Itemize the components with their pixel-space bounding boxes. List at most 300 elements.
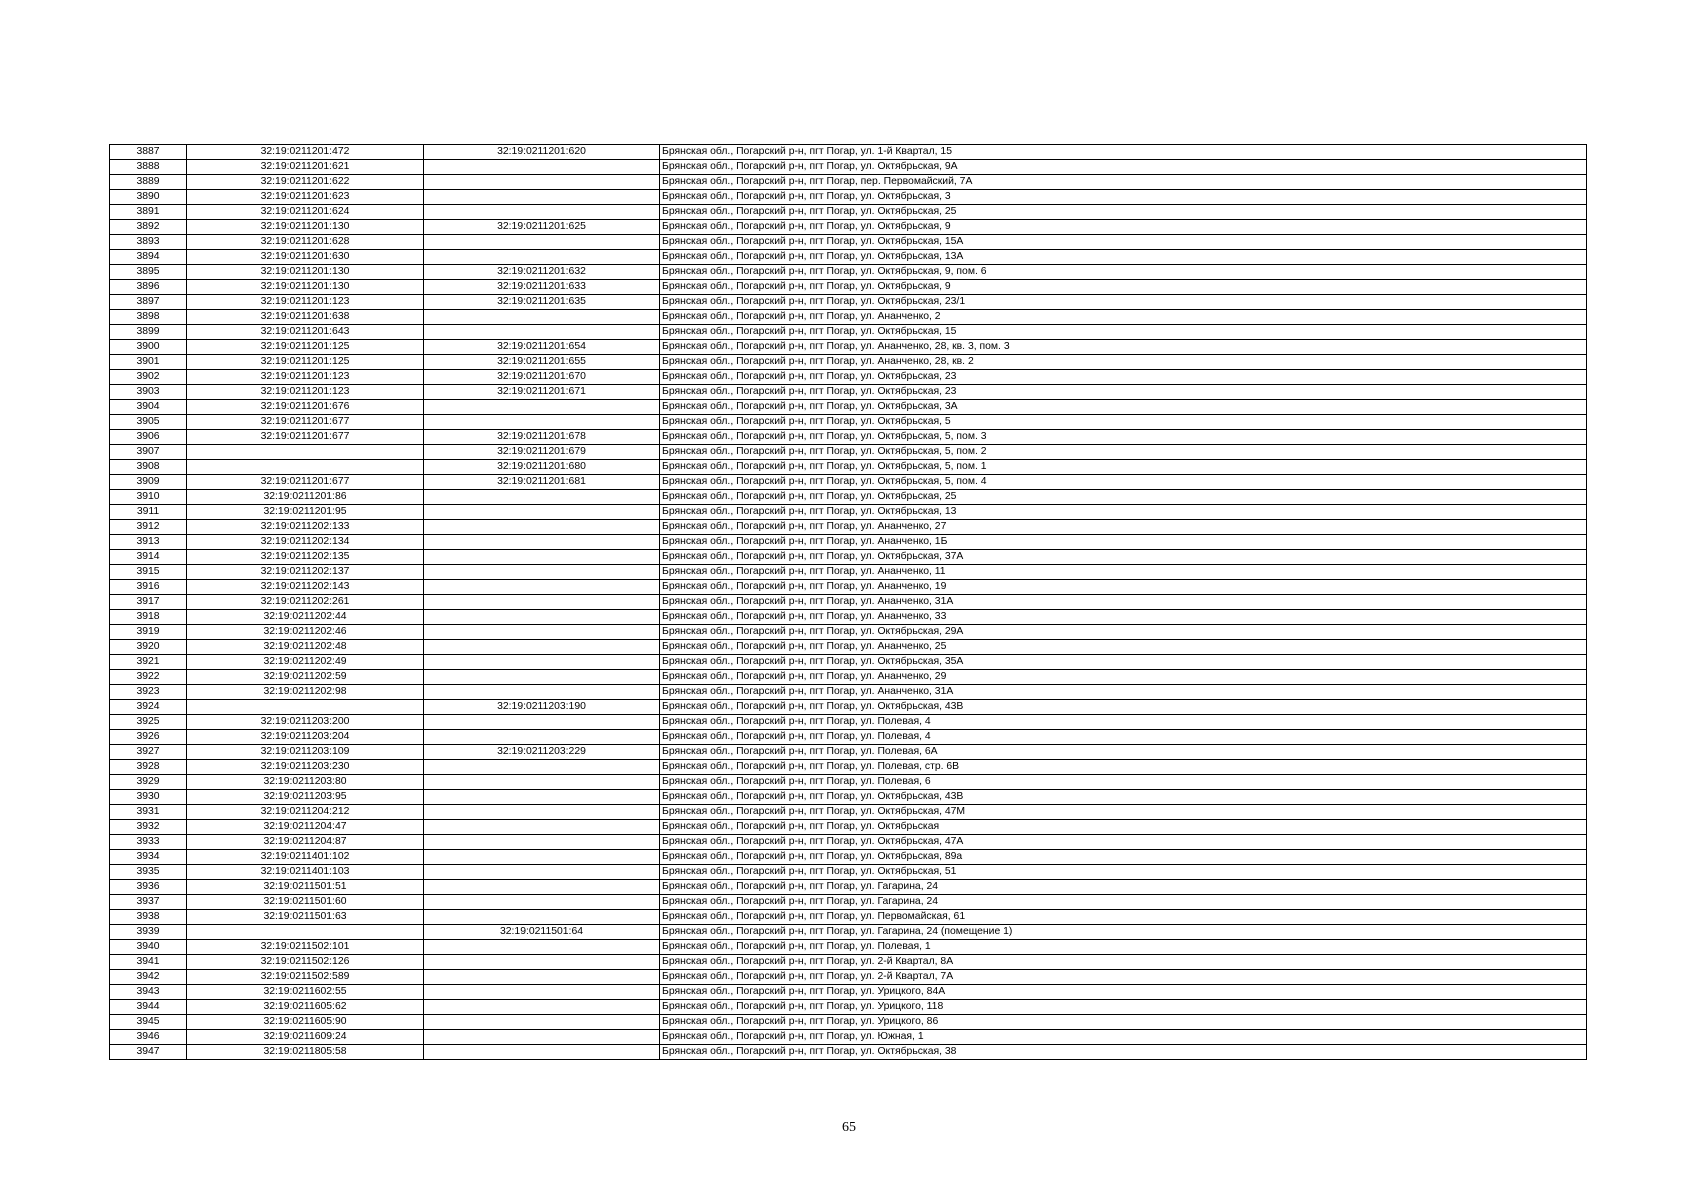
row-number-cell: 3891 (110, 205, 187, 220)
address-cell: Брянская обл., Погарский р-н, пгт Погар, ул. Октябрьская, 15А (660, 235, 1587, 250)
row-number-cell: 3888 (110, 160, 187, 175)
row-number-cell: 3923 (110, 685, 187, 700)
table-row (110, 340, 1587, 355)
row-number-cell: 3908 (110, 460, 187, 475)
row-number-cell: 3942 (110, 970, 187, 985)
address-cell: Брянская обл., Погарский р-н, пгт Погар, ул. Ананченко, 11 (660, 565, 1587, 580)
address-cell: Брянская обл., Погарский р-н, пгт Погар, ул. Ананченко, 33 (660, 610, 1587, 625)
row-number-cell: 3898 (110, 310, 187, 325)
table-row (110, 865, 1587, 880)
address-cell: Брянская обл., Погарский р-н, пгт Погар, ул. Октябрьская, 9 (660, 220, 1587, 235)
table-row (110, 190, 1587, 205)
related-cadastral-number-cell (424, 400, 660, 415)
address-cell: Брянская обл., Погарский р-н, пгт Погар, ул. Октябрьская, 13 (660, 505, 1587, 520)
table-row (110, 550, 1587, 565)
table-row (110, 835, 1587, 850)
table-row (110, 1030, 1587, 1045)
row-number-cell: 3889 (110, 175, 187, 190)
row-number-cell: 3893 (110, 235, 187, 250)
related-cadastral-number-cell (424, 205, 660, 220)
cadastral-number-cell: 32:19:0211201:125 (187, 355, 424, 370)
cadastral-number-cell (187, 700, 424, 715)
table-row (110, 670, 1587, 685)
table-row (110, 805, 1587, 820)
table-row (110, 1015, 1587, 1030)
address-cell: Брянская обл., Погарский р-н, пгт Погар, ул. Октябрьская, 47А (660, 835, 1587, 850)
cadastral-number-cell: 32:19:0211201:623 (187, 190, 424, 205)
table-row (110, 370, 1587, 385)
cadastral-number-cell: 32:19:0211202:134 (187, 535, 424, 550)
address-cell: Брянская обл., Погарский р-н, пгт Погар, ул. Полевая, 1 (660, 940, 1587, 955)
row-number-cell: 3916 (110, 580, 187, 595)
cadastral-number-cell: 32:19:0211501:51 (187, 880, 424, 895)
cadastral-number-cell: 32:19:0211201:130 (187, 280, 424, 295)
related-cadastral-number-cell: 32:19:0211201:680 (424, 460, 660, 475)
related-cadastral-number-cell (424, 250, 660, 265)
cadastral-number-cell: 32:19:0211202:44 (187, 610, 424, 625)
related-cadastral-number-cell (424, 655, 660, 670)
related-cadastral-number-cell: 32:19:0211201:678 (424, 430, 660, 445)
related-cadastral-number-cell (424, 835, 660, 850)
cadastral-number-cell: 32:19:0211201:95 (187, 505, 424, 520)
table-row (110, 940, 1587, 955)
address-cell: Брянская обл., Погарский р-н, пгт Погар, ул. Первомайская, 61 (660, 910, 1587, 925)
address-cell: Брянская обл., Погарский р-н, пгт Погар, ул. Октябрьская, 29А (660, 625, 1587, 640)
row-number-cell: 3920 (110, 640, 187, 655)
cadastral-number-cell: 32:19:0211201:130 (187, 220, 424, 235)
related-cadastral-number-cell (424, 190, 660, 205)
address-cell: Брянская обл., Погарский р-н, пгт Погар, ул. Октябрьская, 89а (660, 850, 1587, 865)
row-number-cell: 3900 (110, 340, 187, 355)
cadastral-number-cell: 32:19:0211203:204 (187, 730, 424, 745)
row-number-cell: 3945 (110, 1015, 187, 1030)
row-number-cell: 3924 (110, 700, 187, 715)
address-cell: Брянская обл., Погарский р-н, пгт Погар, ул. Октябрьская, 3А (660, 400, 1587, 415)
row-number-cell: 3928 (110, 760, 187, 775)
table-row (110, 895, 1587, 910)
table-row (110, 490, 1587, 505)
address-cell: Брянская обл., Погарский р-н, пгт Погар, ул. Октябрьская, 25 (660, 205, 1587, 220)
row-number-cell: 3941 (110, 955, 187, 970)
cadastral-number-cell: 32:19:0211203:109 (187, 745, 424, 760)
cadastral-number-cell (187, 445, 424, 460)
table-row (110, 700, 1587, 715)
row-number-cell: 3934 (110, 850, 187, 865)
address-cell: Брянская обл., Погарский р-н, пгт Погар, ул. Гагарина, 24 (660, 880, 1587, 895)
row-number-cell: 3932 (110, 820, 187, 835)
row-number-cell: 3940 (110, 940, 187, 955)
table-row (110, 745, 1587, 760)
cadastral-number-cell: 32:19:0211201:123 (187, 385, 424, 400)
table-row (110, 685, 1587, 700)
related-cadastral-number-cell (424, 985, 660, 1000)
cadastral-number-cell (187, 925, 424, 940)
address-cell: Брянская обл., Погарский р-н, пгт Погар, ул. Октябрьская (660, 820, 1587, 835)
cadastral-number-cell: 32:19:0211201:676 (187, 400, 424, 415)
row-number-cell: 3918 (110, 610, 187, 625)
row-number-cell: 3911 (110, 505, 187, 520)
table-row (110, 430, 1587, 445)
address-cell: Брянская обл., Погарский р-н, пгт Погар, ул. Октябрьская, 5, пом. 4 (660, 475, 1587, 490)
cadastral-number-cell: 32:19:0211201:677 (187, 430, 424, 445)
related-cadastral-number-cell (424, 625, 660, 640)
related-cadastral-number-cell (424, 910, 660, 925)
address-cell: Брянская обл., Погарский р-н, пгт Погар, ул. Октябрьская, 25 (660, 490, 1587, 505)
related-cadastral-number-cell (424, 685, 660, 700)
related-cadastral-number-cell: 32:19:0211201:681 (424, 475, 660, 490)
cadastral-number-cell: 32:19:0211201:624 (187, 205, 424, 220)
row-number-cell: 3935 (110, 865, 187, 880)
table-row (110, 820, 1587, 835)
address-cell: Брянская обл., Погарский р-н, пгт Погар, ул. Октябрьская, 9, пом. 6 (660, 265, 1587, 280)
table-row (110, 775, 1587, 790)
table-row (110, 265, 1587, 280)
row-number-cell: 3896 (110, 280, 187, 295)
row-number-cell: 3915 (110, 565, 187, 580)
related-cadastral-number-cell: 32:19:0211201:635 (424, 295, 660, 310)
table-row (110, 475, 1587, 490)
row-number-cell: 3901 (110, 355, 187, 370)
address-cell: Брянская обл., Погарский р-н, пгт Погар, ул. Урицкого, 86 (660, 1015, 1587, 1030)
address-cell: Брянская обл., Погарский р-н, пгт Погар, ул. Октябрьская, 13А (660, 250, 1587, 265)
cadastral-number-cell: 32:19:0211501:63 (187, 910, 424, 925)
registry-table (109, 144, 1587, 1060)
cadastral-number-cell: 32:19:0211204:87 (187, 835, 424, 850)
related-cadastral-number-cell (424, 610, 660, 625)
table-row (110, 460, 1587, 475)
address-cell: Брянская обл., Погарский р-н, пгт Погар, ул. Полевая, 6А (660, 745, 1587, 760)
cadastral-number-cell: 32:19:0211202:143 (187, 580, 424, 595)
address-cell: Брянская обл., Погарский р-н, пгт Погар, ул. Октябрьская, 37А (660, 550, 1587, 565)
table-row (110, 640, 1587, 655)
cadastral-number-cell: 32:19:0211201:472 (187, 145, 424, 160)
cadastral-number-cell: 32:19:0211202:48 (187, 640, 424, 655)
row-number-cell: 3914 (110, 550, 187, 565)
cadastral-number-cell: 32:19:0211202:59 (187, 670, 424, 685)
cadastral-number-cell: 32:19:0211203:230 (187, 760, 424, 775)
address-cell: Брянская обл., Погарский р-н, пгт Погар, ул. Южная, 1 (660, 1030, 1587, 1045)
related-cadastral-number-cell (424, 775, 660, 790)
row-number-cell: 3892 (110, 220, 187, 235)
related-cadastral-number-cell (424, 895, 660, 910)
page-number: 65 (842, 1120, 856, 1135)
table-row (110, 925, 1587, 940)
row-number-cell: 3936 (110, 880, 187, 895)
cadastral-number-cell: 32:19:0211201:125 (187, 340, 424, 355)
table-row (110, 610, 1587, 625)
row-number-cell: 3887 (110, 145, 187, 160)
related-cadastral-number-cell (424, 970, 660, 985)
cadastral-number-cell: 32:19:0211401:103 (187, 865, 424, 880)
related-cadastral-number-cell (424, 505, 660, 520)
cadastral-number-cell: 32:19:0211602:55 (187, 985, 424, 1000)
cadastral-number-cell: 32:19:0211609:24 (187, 1030, 424, 1045)
row-number-cell: 3904 (110, 400, 187, 415)
related-cadastral-number-cell (424, 235, 660, 250)
cadastral-number-cell: 32:19:0211201:123 (187, 295, 424, 310)
cadastral-number-cell: 32:19:0211202:133 (187, 520, 424, 535)
related-cadastral-number-cell (424, 520, 660, 535)
address-cell: Брянская обл., Погарский р-н, пгт Погар, ул. Ананченко, 31А (660, 595, 1587, 610)
table-row (110, 355, 1587, 370)
row-number-cell: 3943 (110, 985, 187, 1000)
related-cadastral-number-cell (424, 760, 660, 775)
cadastral-number-cell: 32:19:0211502:126 (187, 955, 424, 970)
table-row (110, 160, 1587, 175)
cadastral-number-cell: 32:19:0211201:630 (187, 250, 424, 265)
address-cell: Брянская обл., Погарский р-н, пгт Погар, ул. Ананченко, 29 (660, 670, 1587, 685)
row-number-cell: 3919 (110, 625, 187, 640)
address-cell: Брянская обл., Погарский р-н, пгт Погар, ул. 1-й Квартал, 15 (660, 145, 1587, 160)
cadastral-number-cell: 32:19:0211201:677 (187, 415, 424, 430)
related-cadastral-number-cell (424, 535, 660, 550)
address-cell: Брянская обл., Погарский р-н, пгт Погар, ул. Полевая, 4 (660, 730, 1587, 745)
related-cadastral-number-cell: 32:19:0211501:64 (424, 925, 660, 940)
related-cadastral-number-cell (424, 415, 660, 430)
cadastral-number-cell: 32:19:0211203:95 (187, 790, 424, 805)
related-cadastral-number-cell: 32:19:0211201:671 (424, 385, 660, 400)
address-cell: Брянская обл., Погарский р-н, пгт Погар, ул. Полевая, 4 (660, 715, 1587, 730)
table-row (110, 520, 1587, 535)
cadastral-number-cell: 32:19:0211605:62 (187, 1000, 424, 1015)
row-number-cell: 3913 (110, 535, 187, 550)
table-row (110, 250, 1587, 265)
row-number-cell: 3926 (110, 730, 187, 745)
related-cadastral-number-cell (424, 805, 660, 820)
table-row (110, 325, 1587, 340)
row-number-cell: 3939 (110, 925, 187, 940)
cadastral-number-cell: 32:19:0211202:98 (187, 685, 424, 700)
address-cell: Брянская обл., Погарский р-н, пгт Погар, ул. Урицкого, 84А (660, 985, 1587, 1000)
address-cell: Брянская обл., Погарский р-н, пгт Погар, ул. Октябрьская, 5, пом. 1 (660, 460, 1587, 475)
table-row (110, 565, 1587, 580)
table-row (110, 760, 1587, 775)
row-number-cell: 3944 (110, 1000, 187, 1015)
cadastral-number-cell: 32:19:0211202:135 (187, 550, 424, 565)
table-row (110, 850, 1587, 865)
table-row (110, 385, 1587, 400)
cadastral-number-cell: 32:19:0211202:49 (187, 655, 424, 670)
related-cadastral-number-cell: 32:19:0211201:620 (424, 145, 660, 160)
cadastral-number-cell: 32:19:0211502:101 (187, 940, 424, 955)
address-cell: Брянская обл., Погарский р-н, пгт Погар, ул. Октябрьская, 9 (660, 280, 1587, 295)
cadastral-number-cell: 32:19:0211203:200 (187, 715, 424, 730)
cadastral-number-cell: 32:19:0211204:47 (187, 820, 424, 835)
cadastral-number-cell: 32:19:0211805:58 (187, 1045, 424, 1060)
related-cadastral-number-cell (424, 850, 660, 865)
related-cadastral-number-cell (424, 730, 660, 745)
registry-table-body (110, 145, 1587, 1060)
table-row (110, 310, 1587, 325)
related-cadastral-number-cell (424, 175, 660, 190)
address-cell: Брянская обл., Погарский р-н, пгт Погар, ул. Октябрьская, 38 (660, 1045, 1587, 1060)
related-cadastral-number-cell (424, 550, 660, 565)
table-row (110, 415, 1587, 430)
address-cell: Брянская обл., Погарский р-н, пгт Погар, ул. Гагарина, 24 (помещение 1) (660, 925, 1587, 940)
related-cadastral-number-cell (424, 955, 660, 970)
row-number-cell: 3910 (110, 490, 187, 505)
related-cadastral-number-cell: 32:19:0211201:655 (424, 355, 660, 370)
address-cell: Брянская обл., Погарский р-н, пгт Погар, ул. Полевая, 6 (660, 775, 1587, 790)
table-row (110, 145, 1587, 160)
address-cell: Брянская обл., Погарский р-н, пгт Погар, ул. Ананченко, 2 (660, 310, 1587, 325)
row-number-cell: 3937 (110, 895, 187, 910)
row-number-cell: 3933 (110, 835, 187, 850)
address-cell: Брянская обл., Погарский р-н, пгт Погар, ул. Октябрьская, 9А (660, 160, 1587, 175)
address-cell: Брянская обл., Погарский р-н, пгт Погар, ул. Октябрьская, 15 (660, 325, 1587, 340)
address-cell: Брянская обл., Погарский р-н, пгт Погар, ул. 2-й Квартал, 8А (660, 955, 1587, 970)
related-cadastral-number-cell (424, 595, 660, 610)
related-cadastral-number-cell: 32:19:0211201:632 (424, 265, 660, 280)
related-cadastral-number-cell (424, 580, 660, 595)
related-cadastral-number-cell (424, 310, 660, 325)
address-cell: Брянская обл., Погарский р-н, пгт Погар, ул. Октябрьская, 5, пом. 2 (660, 445, 1587, 460)
row-number-cell: 3921 (110, 655, 187, 670)
table-row (110, 790, 1587, 805)
cadastral-number-cell: 32:19:0211202:261 (187, 595, 424, 610)
address-cell: Брянская обл., Погарский р-н, пгт Погар, ул. Октябрьская, 47М (660, 805, 1587, 820)
row-number-cell: 3947 (110, 1045, 187, 1060)
address-cell: Брянская обл., Погарский р-н, пгт Погар, ул. Октябрьская, 43В (660, 700, 1587, 715)
row-number-cell: 3909 (110, 475, 187, 490)
table-row (110, 400, 1587, 415)
related-cadastral-number-cell: 32:19:0211201:670 (424, 370, 660, 385)
address-cell: Брянская обл., Погарский р-н, пгт Погар, ул. Октябрьская, 23/1 (660, 295, 1587, 310)
table-row (110, 715, 1587, 730)
related-cadastral-number-cell (424, 490, 660, 505)
related-cadastral-number-cell: 32:19:0211201:633 (424, 280, 660, 295)
related-cadastral-number-cell (424, 865, 660, 880)
row-number-cell: 3922 (110, 670, 187, 685)
cadastral-number-cell: 32:19:0211401:102 (187, 850, 424, 865)
address-cell: Брянская обл., Погарский р-н, пгт Погар, ул. Урицкого, 118 (660, 1000, 1587, 1015)
cadastral-number-cell: 32:19:0211201:130 (187, 265, 424, 280)
table-row (110, 625, 1587, 640)
cadastral-number-cell: 32:19:0211204:212 (187, 805, 424, 820)
address-cell: Брянская обл., Погарский р-н, пгт Погар, ул. Гагарина, 24 (660, 895, 1587, 910)
row-number-cell: 3897 (110, 295, 187, 310)
address-cell: Брянская обл., Погарский р-н, пгт Погар, ул. Ананченко, 19 (660, 580, 1587, 595)
related-cadastral-number-cell: 32:19:0211201:679 (424, 445, 660, 460)
address-cell: Брянская обл., Погарский р-н, пгт Погар, ул. Октябрьская, 5 (660, 415, 1587, 430)
cadastral-number-cell: 32:19:0211201:643 (187, 325, 424, 340)
related-cadastral-number-cell (424, 640, 660, 655)
cadastral-number-cell: 32:19:0211502:589 (187, 970, 424, 985)
row-number-cell: 3917 (110, 595, 187, 610)
address-cell: Брянская обл., Погарский р-н, пгт Погар, ул. Октябрьская, 35А (660, 655, 1587, 670)
table-row (110, 880, 1587, 895)
table-row (110, 295, 1587, 310)
address-cell: Брянская обл., Погарский р-н, пгт Погар, пер. Первомайский, 7А (660, 175, 1587, 190)
related-cadastral-number-cell (424, 820, 660, 835)
related-cadastral-number-cell (424, 1045, 660, 1060)
cadastral-number-cell: 32:19:0211201:628 (187, 235, 424, 250)
address-cell: Брянская обл., Погарский р-н, пгт Погар, ул. Октябрьская, 5, пом. 3 (660, 430, 1587, 445)
address-cell: Брянская обл., Погарский р-н, пгт Погар, ул. Октябрьская, 43В (660, 790, 1587, 805)
related-cadastral-number-cell (424, 160, 660, 175)
related-cadastral-number-cell (424, 325, 660, 340)
row-number-cell: 3938 (110, 910, 187, 925)
address-cell: Брянская обл., Погарский р-н, пгт Погар, ул. Ананченко, 31А (660, 685, 1587, 700)
related-cadastral-number-cell: 32:19:0211201:625 (424, 220, 660, 235)
cadastral-number-cell: 32:19:0211202:46 (187, 625, 424, 640)
table-row (110, 730, 1587, 745)
row-number-cell: 3903 (110, 385, 187, 400)
table-row (110, 535, 1587, 550)
table-row (110, 445, 1587, 460)
cadastral-number-cell: 32:19:0211201:677 (187, 475, 424, 490)
related-cadastral-number-cell (424, 1015, 660, 1030)
cadastral-number-cell: 32:19:0211201:123 (187, 370, 424, 385)
cadastral-number-cell: 32:19:0211201:638 (187, 310, 424, 325)
row-number-cell: 3905 (110, 415, 187, 430)
table-row (110, 985, 1587, 1000)
row-number-cell: 3929 (110, 775, 187, 790)
row-number-cell: 3946 (110, 1030, 187, 1045)
table-row (110, 595, 1587, 610)
table-row (110, 175, 1587, 190)
address-cell: Брянская обл., Погарский р-н, пгт Погар, ул. Ананченко, 28, кв. 2 (660, 355, 1587, 370)
table-row (110, 580, 1587, 595)
cadastral-number-cell: 32:19:0211201:621 (187, 160, 424, 175)
cadastral-number-cell: 32:19:0211201:86 (187, 490, 424, 505)
row-number-cell: 3899 (110, 325, 187, 340)
row-number-cell: 3925 (110, 715, 187, 730)
table-row (110, 655, 1587, 670)
address-cell: Брянская обл., Погарский р-н, пгт Погар, ул. Ананченко, 27 (660, 520, 1587, 535)
related-cadastral-number-cell (424, 940, 660, 955)
address-cell: Брянская обл., Погарский р-н, пгт Погар, ул. Октябрьская, 51 (660, 865, 1587, 880)
cadastral-number-cell: 32:19:0211501:60 (187, 895, 424, 910)
row-number-cell: 3890 (110, 190, 187, 205)
table-row (110, 280, 1587, 295)
table-row (110, 235, 1587, 250)
address-cell: Брянская обл., Погарский р-н, пгт Погар, ул. Октябрьская, 23 (660, 370, 1587, 385)
row-number-cell: 3906 (110, 430, 187, 445)
table-row (110, 955, 1587, 970)
address-cell: Брянская обл., Погарский р-н, пгт Погар, ул. 2-й Квартал, 7А (660, 970, 1587, 985)
address-cell: Брянская обл., Погарский р-н, пгт Погар, ул. Ананченко, 28, кв. 3, пом. 3 (660, 340, 1587, 355)
row-number-cell: 3930 (110, 790, 187, 805)
address-cell: Брянская обл., Погарский р-н, пгт Погар, ул. Октябрьская, 3 (660, 190, 1587, 205)
related-cadastral-number-cell: 32:19:0211203:190 (424, 700, 660, 715)
related-cadastral-number-cell (424, 790, 660, 805)
related-cadastral-number-cell: 32:19:0211203:229 (424, 745, 660, 760)
row-number-cell: 3912 (110, 520, 187, 535)
cadastral-number-cell (187, 460, 424, 475)
row-number-cell: 3907 (110, 445, 187, 460)
row-number-cell: 3894 (110, 250, 187, 265)
related-cadastral-number-cell: 32:19:0211201:654 (424, 340, 660, 355)
related-cadastral-number-cell (424, 1000, 660, 1015)
row-number-cell: 3927 (110, 745, 187, 760)
table-row (110, 910, 1587, 925)
address-cell: Брянская обл., Погарский р-н, пгт Погар, ул. Ананченко, 25 (660, 640, 1587, 655)
table-row (110, 220, 1587, 235)
row-number-cell: 3895 (110, 265, 187, 280)
cadastral-number-cell: 32:19:0211203:80 (187, 775, 424, 790)
table-row (110, 1000, 1587, 1015)
address-cell: Брянская обл., Погарский р-н, пгт Погар, ул. Октябрьская, 23 (660, 385, 1587, 400)
table-row (110, 205, 1587, 220)
related-cadastral-number-cell (424, 565, 660, 580)
related-cadastral-number-cell (424, 715, 660, 730)
related-cadastral-number-cell (424, 880, 660, 895)
row-number-cell: 3931 (110, 805, 187, 820)
cadastral-number-cell: 32:19:0211202:137 (187, 565, 424, 580)
table-row (110, 1045, 1587, 1060)
table-row (110, 505, 1587, 520)
